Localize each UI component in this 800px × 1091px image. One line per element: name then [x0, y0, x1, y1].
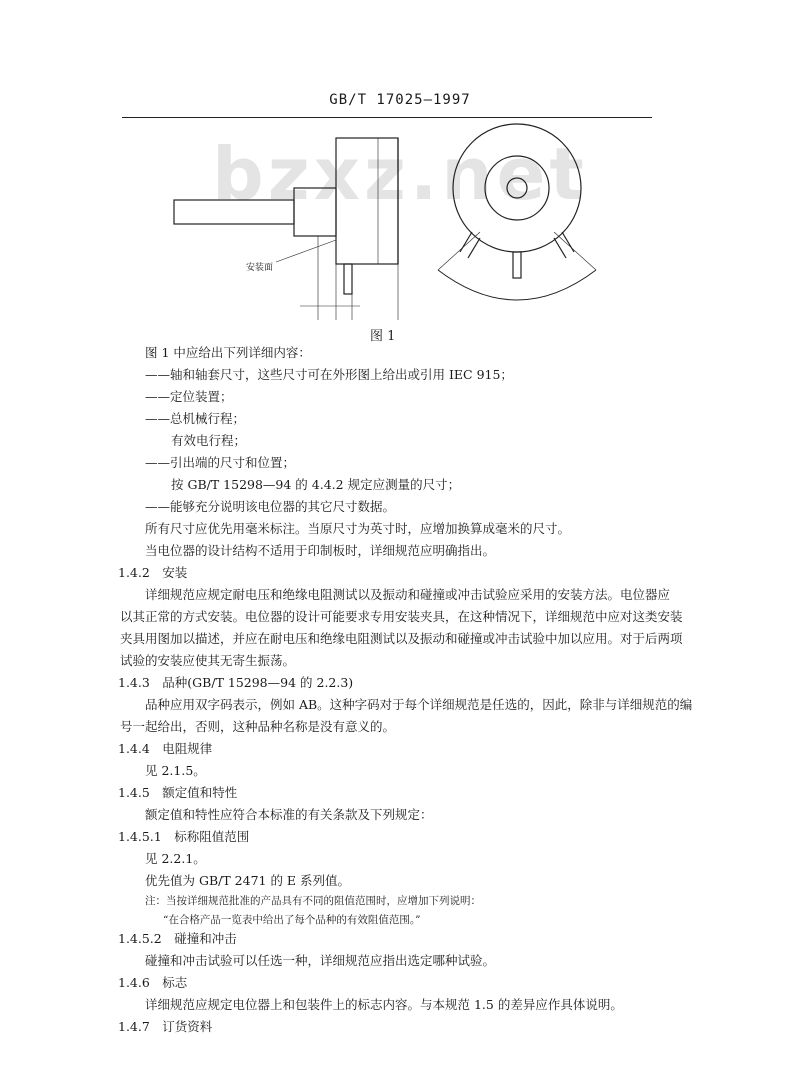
- text-line: 当电位器的设计结构不适用于印制板时，详细规范应明确指出。: [145, 543, 496, 558]
- terminal: [344, 264, 352, 294]
- front-bushing-circle: [485, 156, 549, 220]
- text-line: 图 1 中应给出下列详细内容：: [145, 345, 311, 360]
- front-terminal-center: [513, 252, 521, 278]
- figure-1-outline-drawing: [160, 120, 620, 330]
- text-line: 有效电行程；: [171, 433, 247, 448]
- text-line: 优先值为 GB/T 2471 的 E 系列值。: [145, 873, 351, 888]
- text-line: 按 GB/T 15298—94 的 4.4.2 规定应测量的尺寸；: [171, 477, 461, 492]
- figure-caption: 图 1: [370, 329, 396, 344]
- text-line: 额定值和特性应符合本标准的有关条款及下列规定：: [145, 807, 433, 822]
- text-line: ——定位装置；: [145, 389, 233, 404]
- watermark: bzxz.net: [212, 132, 588, 216]
- front-view: [438, 124, 596, 300]
- text-line: 碰撞和冲击试验可以任选一种，详细规范应指出选定哪种试验。: [145, 953, 496, 968]
- mounting-surface-label: 安装面: [246, 263, 274, 273]
- text-line: 1.4.3 品种(GB/T 15298—94 的 2.2.3): [118, 675, 354, 690]
- front-shaft-circle: [507, 178, 527, 198]
- text-line: 见 2.1.5。: [145, 763, 206, 778]
- text-line: 1.4.5 额定值和特性: [118, 785, 238, 800]
- text-line: 1.4.4 电阻规律: [118, 741, 213, 756]
- rotation-arc: [438, 270, 596, 300]
- text-line: 1.4.7 订货资料: [118, 1019, 213, 1034]
- text-line: 以其正常的方式安装。电位器的设计可能要求专用安装夹具，在这种情况下，详细规范中应对这类安装: [120, 609, 683, 624]
- text-line: ——能够充分说明该电位器的其它尺寸数据。: [145, 499, 396, 514]
- text-line: 1.4.6 标志: [118, 975, 188, 990]
- side-view: [174, 138, 398, 320]
- text-line: 试验的安装应使其无寄生振荡。: [120, 653, 296, 668]
- header-rule: [122, 117, 652, 118]
- text-line: 所有尺寸应优先用毫米标注。当原尺寸为英寸时，应增加换算成毫米的尺寸。: [145, 521, 571, 536]
- body: [336, 138, 398, 264]
- shaft: [174, 200, 294, 224]
- text-line: ——总机械行程；: [145, 411, 246, 426]
- text-line: 详细规范应规定耐电压和绝缘电阻测试以及振动和碰撞或冲击试验应采用的安装方法。电位器应: [145, 587, 671, 602]
- text-line: 1.4.5.2 碰撞和冲击: [118, 931, 237, 946]
- text-line: 号一起给出，否则，这种品种名称是没有意义的。: [120, 719, 396, 734]
- text-line: ——轴和轴套尺寸，这些尺寸可在外形图上给出或引用 IEC 915；: [145, 367, 513, 382]
- text-line: 1.4.2 安装: [118, 565, 188, 580]
- text-line: 夹具用图加以描述，并应在耐电压和绝缘电阻测试以及振动和碰撞或冲击试验中加以应用。对于后两项: [120, 631, 683, 646]
- text-line: “在合格产品一览表中给出了每个品种的有效阻值范围。”: [163, 914, 421, 926]
- text-line: 注：当按详细规范批准的产品具有不同的阻值范围时，应增加下列说明：: [145, 895, 481, 907]
- page-header-standard-number: GB/T 17025—1997: [329, 92, 471, 108]
- text-line: 见 2.2.1。: [145, 851, 206, 866]
- text-line: ——引出端的尺寸和位置；: [145, 455, 296, 470]
- text-line: 详细规范应规定电位器上和包装件上的标志内容。与本规范 1.5 的差异应作具体说明。: [145, 997, 623, 1012]
- text-line: 1.4.5.1 标称阻值范围: [118, 829, 250, 844]
- bushing: [294, 188, 336, 236]
- text-line: 品种应用双字码表示，例如 AB。这种字码对于每个详细规范是任选的，因此，除非与详细规范的编: [145, 697, 693, 712]
